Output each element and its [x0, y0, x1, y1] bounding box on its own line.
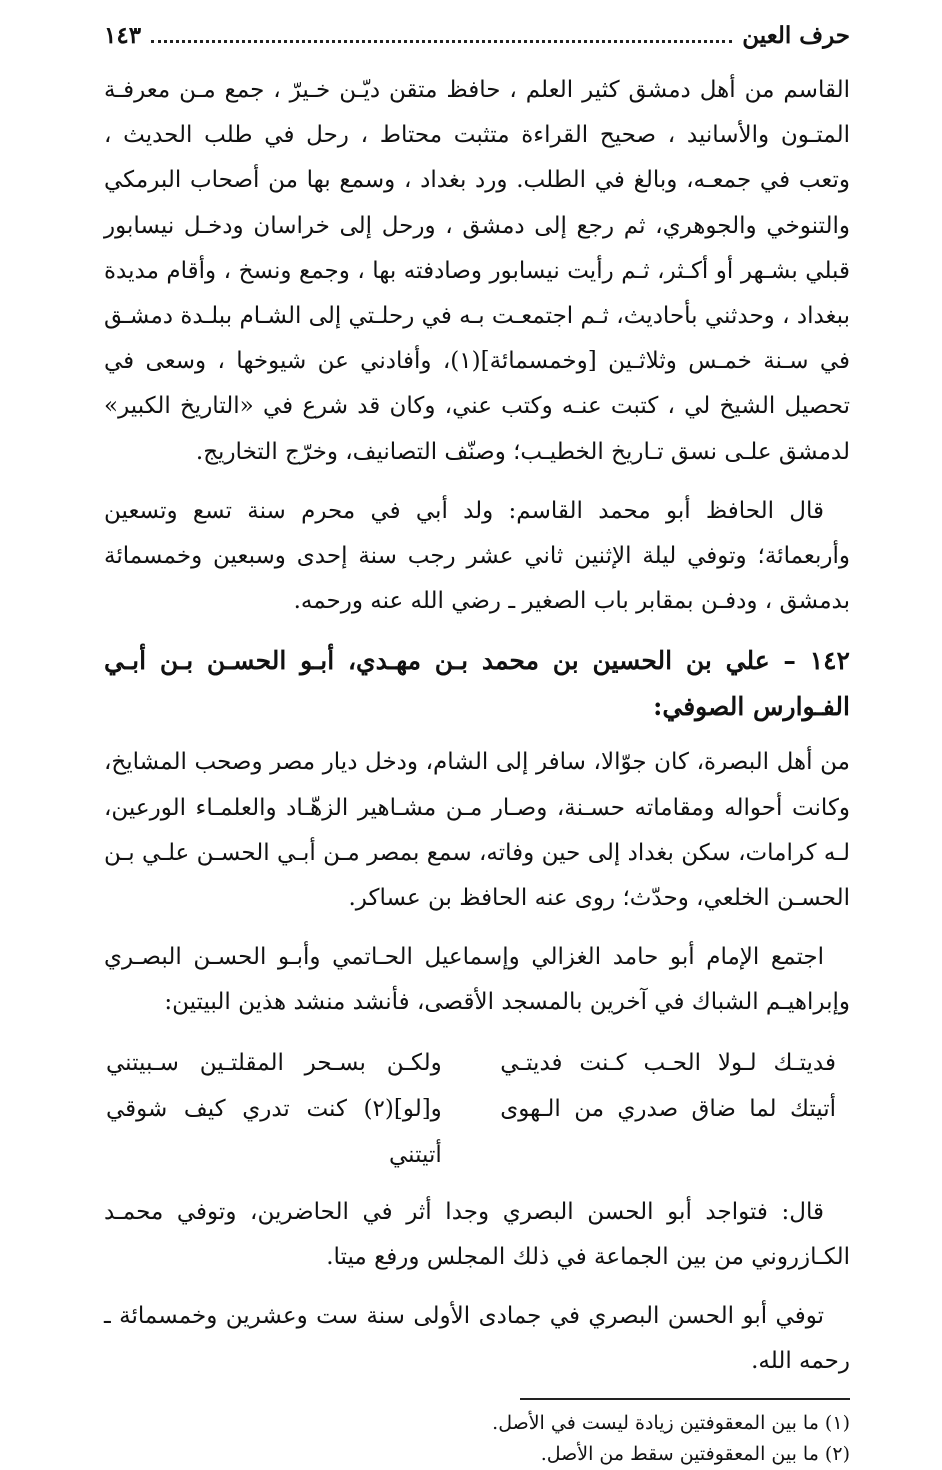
biography-paragraph: القاسم من أهل دمشق كثير العلم ، حافظ متقن ديّـن خـيرّ ، جمع مـن معرفـة المتـون والأسانيد ، صحيح القراءة متثبت محتاط ، رحل في طلب الحديث ، وتعب في جمعـه، وبالغ في الطلب. ورد بغداد ، وسمع بها من أصحاب البرمكي والتنوخي والجوهري، ثم رجع إلى دمشق ، ورحل إلى خراسان ودخـل نيسابور قبلي بشـهر أو أكـثر، ثـم رأيت نيسابور وصادفته بها ، وجمع ونسخ ، وأقام مديدة ببغداد ، وحدثني بأحاديث، ثـم اجتمعـت بـه في رحلـتي إلى الشـام ببلـدة دمشـق في سـنة خمـس وثلاثـين [وخمسمائة](١)، وأفادني عن شيوخها ، وسعى في تحصيل الشيخ لي ، كتبت عنـه وكتب عني، وكان قد شرع في «التاريخ الكبير» لدمشق علـى نسق تـاريخ الخطيـب؛ وصنّف التصانيف، وخرّج التخاريج.: [104, 77, 851, 465]
chapter-title: حرف العين: [742, 22, 850, 49]
footnote: (٢) ما بين المعقوفتين سقط من الأصل.: [540, 1443, 850, 1466]
birth-death-paragraph: قال الحافظ أبو محمد القاسم: ولد أبي في محرم سنة تسع وتسعين وأربعمائة؛ وتوفي ليلة الإثنين ثاني عشر رجب سنة إحدى وسبعين وخمسمائة بدمشق ، ودفـن بمقابر باب الصغير ـ رضي الله عنه ورحمه.: [104, 497, 850, 615]
footnote: (١) ما بين المعقوفتين زيادة ليست في الأصل.: [492, 1412, 850, 1435]
book-page: [104, 22, 850, 1470]
entry-biography-paragraph: من أهل البصرة، كان جوّالا، سافر إلى الشام، ودخل ديار مصر وصحب المشايخ، وكانت أحواله ومقاماته حسـنة، وصـار مـن مشـاهير الزهّـاد والعلمـاء الورعين، لـه كرامات، سكن بغداد إلى حين وفاته، سمع بمصر مـن أبـي الحسـن علـي بـن الحسـن الخلعي، وحدّث؛ روى عنه الحافظ بن عساكر.: [104, 749, 850, 912]
page-number: ١٤٣: [104, 22, 142, 49]
poem: [104, 1040, 850, 1178]
entry-title: ١٤٢ – علي بن الحسين بن محمد بـن مهـدي، أبـو الحسـن بـن أبـي الفـوارس الصوفي:: [104, 646, 850, 722]
verse-first-hemistich: أتيتك لما ضاق صدري من الـهوى: [500, 1095, 836, 1122]
verse-line: [104, 1086, 850, 1178]
verse-second-hemistich: و[لو](٢) كنت تدري كيف شوقي أتيتني: [106, 1095, 442, 1168]
ecstasy-paragraph: قال: فتواجد أبو الحسن البصري وجدا أثر في الحاضرين، وتوفي محمـد الكـازروني من بين الجماعة في ذلك المجلس ورفع ميتا.: [104, 1198, 850, 1270]
verse-first-hemistich: فديتـك لـولا الحـب كـنت فديتـي: [500, 1049, 836, 1076]
verse-second-hemistich: ولكـن بسـحر المقلتـين سـبيتني: [106, 1049, 442, 1076]
verse-line: [104, 1040, 850, 1086]
death-paragraph: توفي أبو الحسن البصري في جمادى الأولى سنة ست وعشرين وخمسمائة ـ رحمه الله.: [104, 1303, 850, 1375]
gathering-paragraph: اجتمع الإمام أبو حامد الغزالي وإسماعيل الحـاتمي وأبـو الحسـن البصـري وإبراهيـم الشباك في آخرين بالمسجد الأقصى، فأنشد منشد هذين البيتين:: [104, 944, 850, 1016]
running-head: [104, 22, 850, 68]
footnote-separator: [520, 1398, 850, 1400]
leader-dots: [151, 40, 732, 43]
